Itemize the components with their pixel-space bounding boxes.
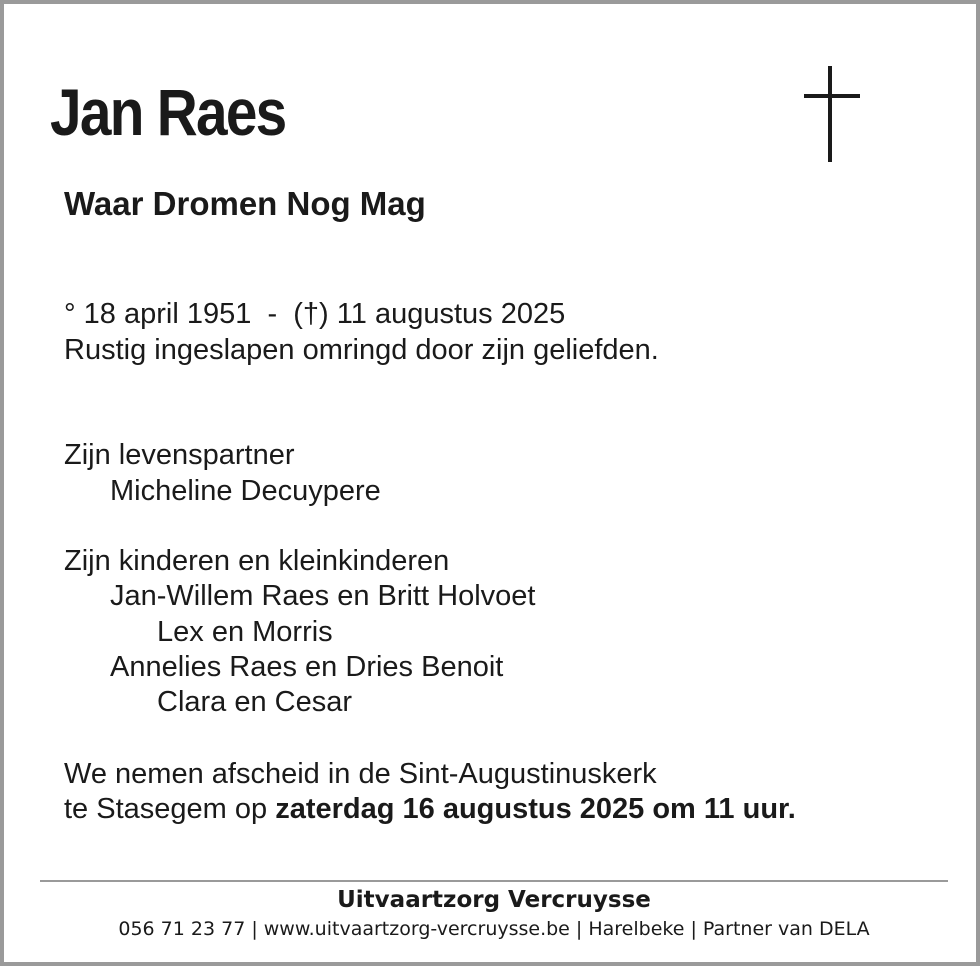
funeral-company-name: Uitvaartzorg Vercruysse — [337, 887, 651, 913]
farewell-prefix: te Stasegem op — [64, 793, 276, 825]
life-dates — [64, 300, 565, 329]
passing-text: Rustig ingeslapen omringd door zijn geliefden. — [64, 334, 659, 366]
funeral-company-contact: 056 71 23 77 | www.uitvaartzorg-vercruysse.be | Harelbeke | Partner van DELA — [118, 918, 870, 940]
deceased-name: Jan Raes — [50, 75, 286, 149]
grandchildren: Clara en Cesar — [157, 686, 353, 718]
death-symbol: (†) — [293, 298, 329, 330]
partner-name: Micheline Decuypere — [110, 475, 381, 507]
farewell-date: zaterdag 16 augustus 2025 om 11 uur. — [275, 793, 796, 825]
farewell-line-1: We nemen afscheid in de Sint-Augustinuskerk — [64, 758, 657, 790]
child-family: Jan-Willem Raes en Britt Holvoet — [110, 580, 536, 612]
death-date: 11 augustus 2025 — [336, 298, 566, 330]
partner-heading: Zijn levenspartner — [64, 439, 295, 471]
children-heading: Zijn kinderen en kleinkinderen — [64, 545, 450, 577]
motto: Waar Dromen Nog Mag — [64, 185, 426, 222]
child-family: Annelies Raes en Dries Benoit — [110, 651, 504, 683]
birth-date: ° 18 april 1951 — [64, 298, 252, 330]
farewell-line-2 — [64, 795, 796, 824]
cross-icon — [802, 66, 862, 164]
footer-divider — [40, 880, 948, 882]
date-separator: - — [267, 298, 278, 330]
grandchildren: Lex en Morris — [157, 616, 333, 648]
